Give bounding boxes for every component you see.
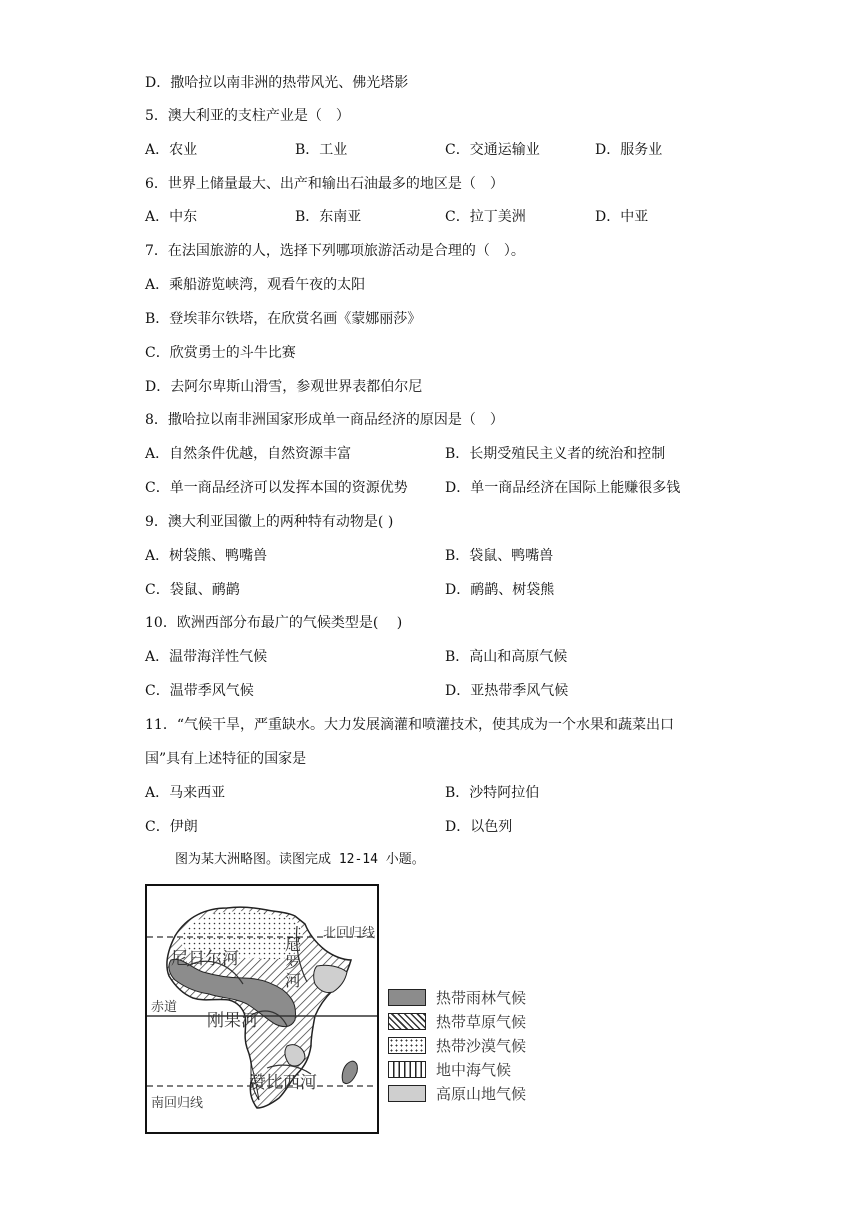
q6-stem: 6．世界上储量最大、出产和输出石油最多的地区是（ ） bbox=[145, 176, 504, 192]
q10-option-c: C．温带季风气候 bbox=[145, 683, 254, 699]
savanna-swatch bbox=[388, 1013, 426, 1030]
highland-swatch bbox=[388, 1085, 426, 1102]
q8-option-d: D．单一商品经济在国际上能赚很多钱 bbox=[445, 480, 681, 496]
legend-item-desert bbox=[388, 1035, 526, 1055]
desert-swatch bbox=[388, 1037, 426, 1054]
q10-option-b: B．高山和高原气候 bbox=[445, 649, 568, 665]
q6-option-d: D．中亚 bbox=[595, 209, 649, 225]
map-intro: 图为某大洲略图。读图完成 12-14 小题。 bbox=[175, 852, 425, 867]
q11-option-d: D．以色列 bbox=[445, 819, 513, 835]
q5-stem: 5．澳大利亚的支柱产业是（ ） bbox=[145, 108, 350, 124]
q7-option-c: C．欣赏勇士的斗牛比赛 bbox=[145, 345, 296, 361]
q11-stem-line1: 11．“气候干旱，严重缺水。大力发展滴灌和喷灌技术，使其成为一个水果和蔬菜出口 bbox=[145, 717, 674, 733]
q11-option-b: B．沙特阿拉伯 bbox=[445, 785, 540, 801]
nile-river-label: 尼罗河 bbox=[285, 935, 302, 990]
q8-stem: 8．撒哈拉以南非洲国家形成单一商品经济的原因是（ ） bbox=[145, 412, 504, 428]
zambezi-river-label: 赞比西河 bbox=[249, 1073, 317, 1093]
q5-option-b: B．工业 bbox=[295, 142, 348, 158]
highland-region bbox=[314, 965, 347, 992]
q7-option-a: A．乘船游览峡湾，观看午夜的太阳 bbox=[145, 277, 366, 293]
mediterranean-swatch bbox=[388, 1061, 426, 1078]
q11-option-c: C．伊朗 bbox=[145, 819, 198, 835]
q10-option-d: D．亚热带季风气候 bbox=[445, 683, 569, 699]
q10-stem: 10．欧洲西部分布最广的气候类型是( ) bbox=[145, 615, 403, 631]
q10-option-a: A．温带海洋性气候 bbox=[145, 649, 268, 665]
q7-option-b: B．登埃菲尔铁塔，在欣赏名画《蒙娜丽莎》 bbox=[145, 311, 422, 327]
niger-river-label: 尼日尔河 bbox=[171, 949, 239, 969]
q9-option-b: B．袋鼠、鸭嘴兽 bbox=[445, 548, 554, 564]
q8-option-b: B．长期受殖民主义者的统治和控制 bbox=[445, 446, 666, 462]
legend-item-savanna bbox=[388, 1011, 526, 1031]
q9-option-c: C．袋鼠、鸸鹋 bbox=[145, 582, 240, 598]
tropic-of-capricorn-label: 南回归线 bbox=[151, 1096, 204, 1111]
q6-option-a: A．中东 bbox=[145, 209, 198, 225]
legend-item-mediterranean bbox=[388, 1059, 511, 1079]
q6-option-b: B．东南亚 bbox=[295, 209, 362, 225]
africa-climate-map bbox=[145, 884, 379, 1134]
q7-stem: 7．在法国旅游的人，选择下列哪项旅游活动是合理的（ ）。 bbox=[145, 243, 525, 259]
q9-stem: 9．澳大利亚国徽上的两种特有动物是( ) bbox=[145, 514, 394, 530]
q6-option-c: C．拉丁美洲 bbox=[445, 209, 526, 225]
q8-option-a: A．自然条件优越，自然资源丰富 bbox=[145, 446, 352, 462]
q5-option-a: A．农业 bbox=[145, 142, 198, 158]
legend-item-rainforest bbox=[388, 987, 526, 1007]
legend-label: 热带草原气候 bbox=[436, 1012, 527, 1031]
q9-option-a: A．树袋熊、鸭嘴兽 bbox=[145, 548, 268, 564]
legend-item-highland bbox=[388, 1083, 526, 1103]
q7-option-d: D．去阿尔卑斯山滑雪，参观世界表都伯尔尼 bbox=[145, 379, 423, 395]
q8-option-c: C．单一商品经济可以发挥本国的资源优势 bbox=[145, 480, 408, 496]
madagascar-island bbox=[342, 1061, 357, 1083]
legend-label: 热带沙漠气候 bbox=[436, 1036, 527, 1055]
q5-option-d: D．服务业 bbox=[595, 142, 663, 158]
q11-option-a: A．马来西亚 bbox=[145, 785, 226, 801]
q4-option-d: D．撒哈拉以南非洲的热带风光、佛光塔影 bbox=[145, 75, 409, 91]
congo-river-label: 刚果河 bbox=[207, 1011, 258, 1031]
q5-option-c: C．交通运输业 bbox=[445, 142, 540, 158]
q9-option-d: D．鸸鹋、树袋熊 bbox=[445, 582, 555, 598]
rainforest-swatch bbox=[388, 989, 426, 1006]
equator-label: 赤道 bbox=[151, 1000, 178, 1015]
tropic-of-cancer-label: 北回归线 bbox=[323, 926, 376, 941]
legend-label: 高原山地气候 bbox=[436, 1084, 527, 1103]
q11-stem-line2: 国”具有上述特征的国家是 bbox=[145, 751, 307, 767]
legend-label: 热带雨林气候 bbox=[436, 988, 527, 1007]
legend-label: 地中海气候 bbox=[436, 1060, 512, 1079]
